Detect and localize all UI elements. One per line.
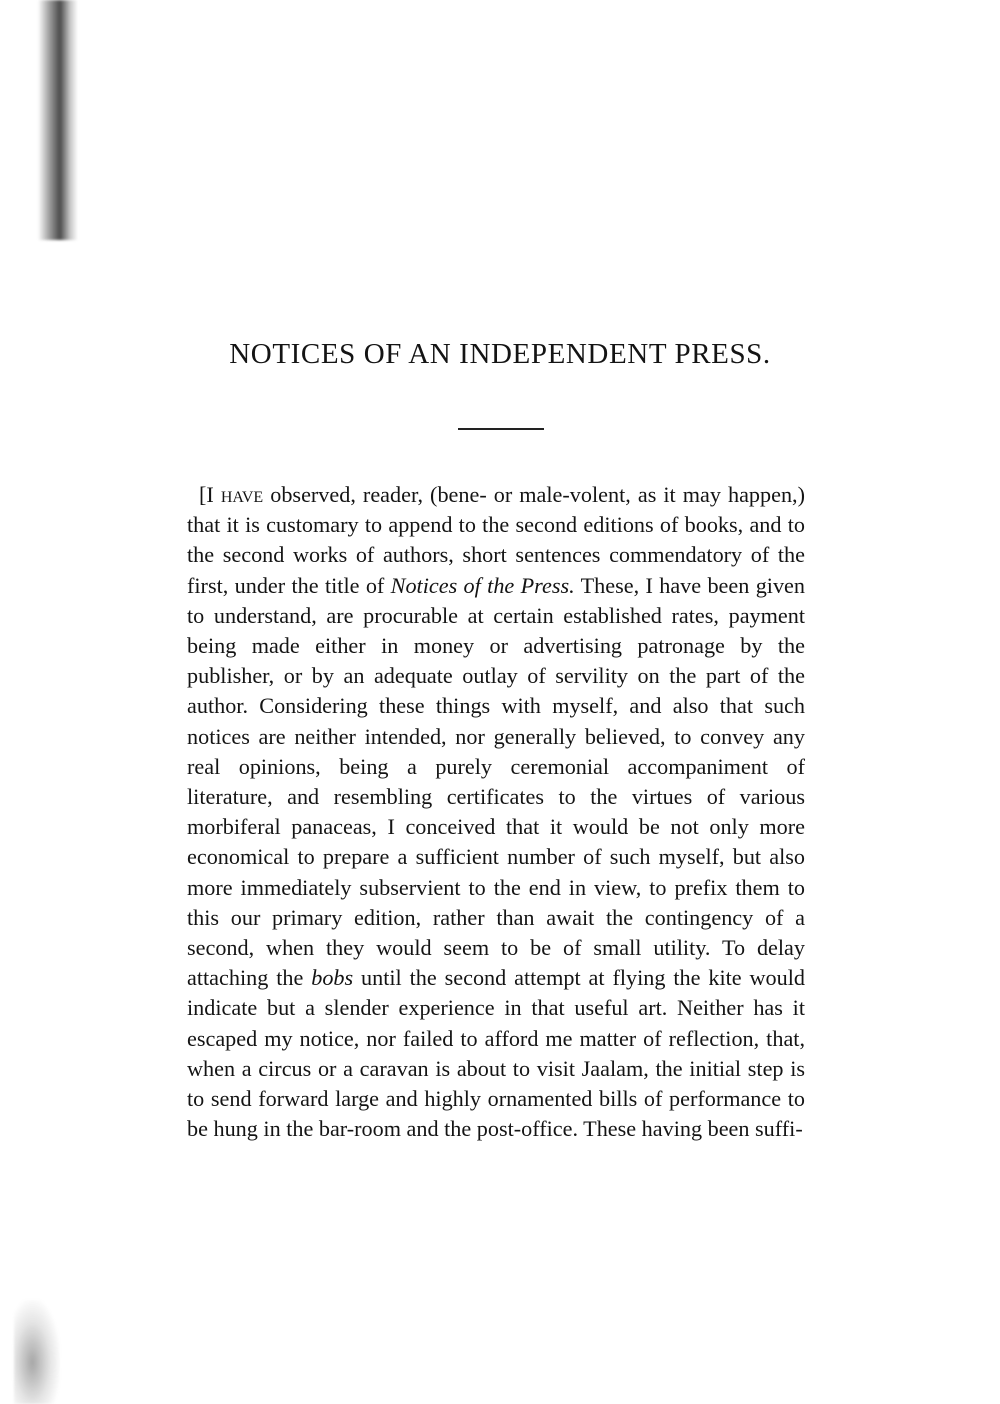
title-divider xyxy=(458,428,544,430)
body-text-part-1: observed, reader, (bene- or male-volent, as it may happen,) that it is customary to append to the second editions of books, and to the second works of authors, short sentences commendatory of the first, under the title of xyxy=(187,482,805,598)
body-text-part-3: until the second attempt at flying the kite would indicate but a slender experience in that useful art. Neither has it escaped my notice, nor failed to afford me matter of reflection, that, when a circus or a caravan is about to visit Jaalam, the initial step is to send forward large and highly ornamented bills of performance to be hung in the bar-room and the post-office. These having been suffi- xyxy=(187,965,805,1142)
italic-phrase-notices: Notices of the Press. xyxy=(390,572,575,598)
scan-binding-shadow xyxy=(38,0,78,240)
opening-smallcaps: have xyxy=(220,482,264,507)
opening-bracket: [I xyxy=(199,482,214,507)
body-text xyxy=(187,480,805,1144)
chapter-title: NOTICES OF AN INDEPENDENT PRESS. xyxy=(229,338,771,370)
italic-word-bobs: bobs xyxy=(311,965,354,991)
scan-corner-smudge xyxy=(14,1300,60,1404)
body-text-part-2: These, I have been given to understand, are procurable at certain established rates, payment being made either in money or advertising patronage by the publisher, or by an adequate outlay of servility on the part of the author. Considering these things with myself, and also that such notices are neither intended, nor generally believed, to convey any real opinions, being a purely ceremonial accompaniment of literature, and resembling certificates to the virtues of various morbiferal panaceas, I conceived that it would be not only more economical to prepare a sufficient number of such myself, but also more immediately subservient to the end in view, to prefix them to this our primary edition, rather than await the contingency of a second, when they would seem to be of small utility. To delay attaching the xyxy=(187,572,805,991)
body-paragraph xyxy=(187,480,805,1144)
